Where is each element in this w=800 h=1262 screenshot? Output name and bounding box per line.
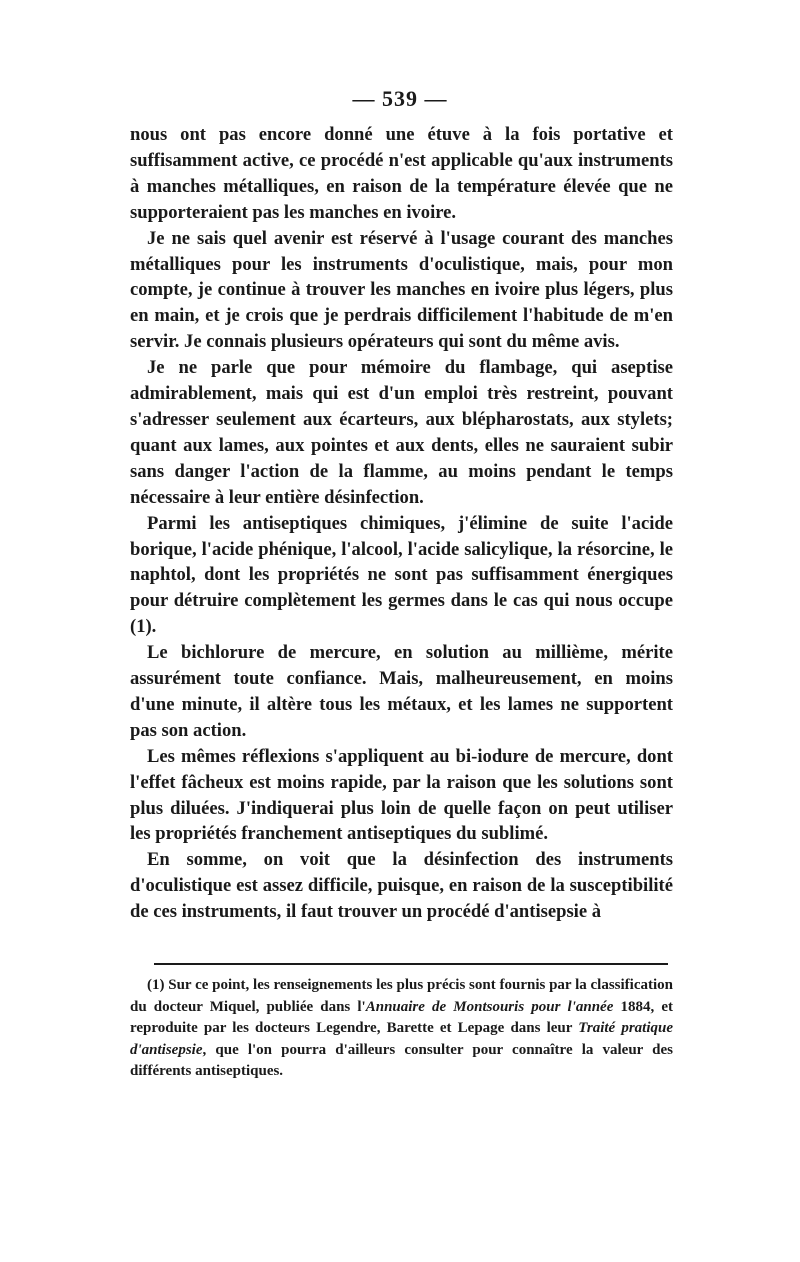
footnote-italic-2: Traité pratique d'antisepsie — [130, 1020, 673, 1058]
paragraph-4: Parmi les antiseptiques chimiques, j'élimine de suite l'acide borique, l'acide phénique, l'alcool, l'acide salicylique, la résorcine, le naphtol, dont les propriétés ne sont pas suffisamment énergiques pour détruire complètement les germes dans le cas qui nous occupe (1). — [130, 512, 673, 638]
paragraph-6: Les mêmes réflexions s'appliquent au bi-iodure de mercure, dont l'effet fâcheux est moins rapide, par la raison que les solutions sont plus diluées. J'indiquerai plus loin de quelle façon on peut utiliser les propriétés franchement antiseptiques du sublimé. — [130, 745, 673, 845]
footnote-italic-1: Annuaire de Montsouris pour l'année — [365, 998, 614, 1015]
footnote-text-2: 1884, et reproduite par les docteurs Legendre, Barette et Lepage dans leur — [130, 998, 673, 1036]
paragraph-3: Je ne parle que pour mémoire du flambage, qui aseptise admirablement, mais qui est d'un emploi très restreint, pouvant s'adresser seulement aux écarteurs, aux blépharostats, aux stylets; quant aux lames, aux pointes et aux dents, elles ne sauraient subir sans danger l'action de la flamme, au moins pendant le temps nécessaire à leur entière désinfection. — [130, 357, 673, 508]
paragraph-7: En somme, on voit que la désinfection des instruments d'oculistique est assez difficile, puisque, en raison de la susceptibilité de ces instruments, il faut trouver un procédé d'antisepsie à — [130, 849, 673, 923]
paragraph-5: Le bichlorure de mercure, en solution au millième, mérite assurément toute confiance. Mais, malheureusement, en moins d'une minute, il altère tous les métaux, et les lames ne supportent pas son action. — [130, 642, 673, 741]
footnote — [130, 975, 673, 1083]
footnote-separator — [154, 963, 668, 965]
paragraph-2: Je ne sais quel avenir est réservé à l'usage courant des manches métalliques pour les instruments d'oculistique, mais, pour mon compte, je continue à trouver les manches en ivoire plus légers, plus en main, et je crois que je perdrais difficilement l'habitude de m'en servir. Je connais plusieurs opérateurs qui sont du même avis. — [130, 227, 673, 353]
page-number: — 539 — — [352, 86, 448, 111]
paragraph-1: nous ont pas encore donné une étuve à la fois portative et suffisamment active, ce procédé n'est applicable qu'aux instruments à manches métalliques, en raison de la température élevée que ne supporteraient pas les manches en ivoire. — [130, 124, 673, 223]
footnote-text-1: (1) Sur ce point, les renseignements les plus précis sont fournis par la classification du docteur Miquel, publiée dans l' — [130, 977, 673, 1015]
footnote-text-3: , que l'on pourra d'ailleurs consulter pour connaître la valeur des différents antiseptiques. — [130, 1041, 673, 1079]
body-text — [130, 122, 673, 925]
